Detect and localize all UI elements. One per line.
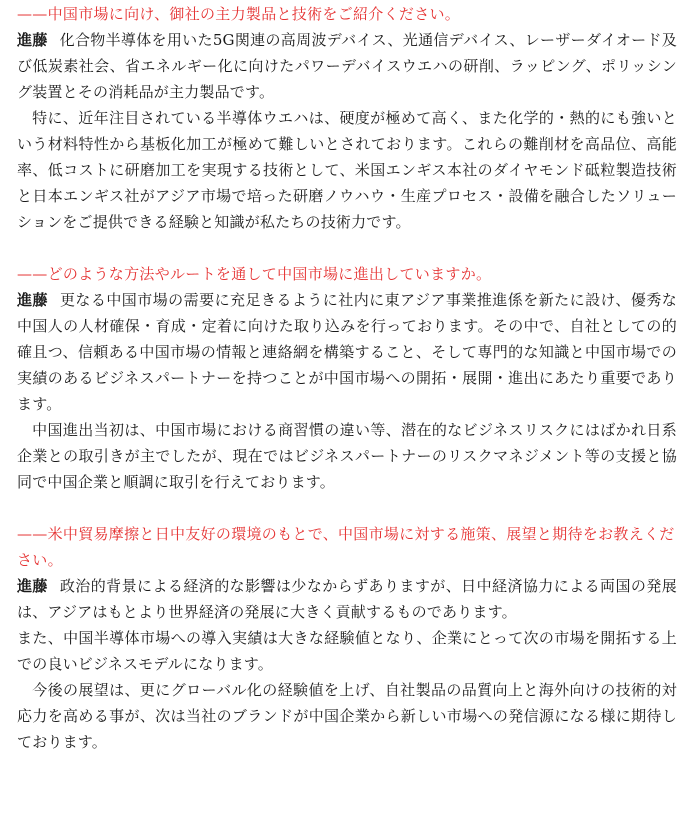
qa-section-1	[17, 0, 677, 235]
answer-text: 今後の展望は、更にグローバル化の経験値を上げ、自社製品の品質向上と海外向けの技術的対応力を高める事が、次は当社のブランドが中国企業から新しい市場への発信源になる様に期待しております。	[17, 681, 677, 751]
answer-3-paragraph-2	[17, 625, 677, 677]
section-spacer	[17, 495, 677, 521]
answer-text: 更なる中国市場の需要に充足きるように社内に東アジア事業推進係を新たに設け、優秀な中国人の人材確保・育成・定着に向けた取り込みを行っております。その中で、自社としての的確且つ、信頼ある中国市場の情報と連絡網を構築すること、そして専門的な知識と中国市場での実績のあるビジネスパートナーを持つことが中国市場への開拓・展開・進出にあたり重要であります。	[17, 291, 677, 413]
answer-text: また、中国半導体市場への導入実績は大きな経験値となり、企業にとって次の市場を開拓する上での良いビジネスモデルになります。	[17, 629, 677, 673]
answer-text: 中国進出当初は、中国市場における商習慣の違い等、潜在的なビジネスリスクにはばかれ日系企業との取引きが主でしたが、現在ではビジネスパートナーのリスクマネジメント等の支援と協同で中国企業と順調に取引を行えております。	[17, 421, 677, 491]
question-2: ——どのような方法やルートを通して中国市場に進出していますか。	[17, 265, 492, 283]
speaker-name: 進藤	[17, 577, 48, 595]
answer-2-paragraph-2	[17, 417, 677, 495]
speaker-name: 進藤	[17, 31, 48, 49]
answer-1-paragraph-2	[17, 105, 677, 235]
answer-3-paragraph-3	[17, 677, 677, 755]
qa-section-2	[17, 261, 677, 495]
speaker-name: 進藤	[17, 291, 48, 309]
answer-text: 特に、近年注目されている半導体ウエハは、硬度が極めて高く、また化学的・熱的にも強いという材料特性から基板化加工が極めて難しいとされております。これらの難削材を高品位、高能率、低コストに研磨加工を実現する技術として、米国エンギス本社のダイヤモンド砥粒製造技術と日本エンギス社がアジア市場で培った研磨ノウハウ・生産プロセス・設備を融合したソリューションをご提供できる経験と知識が私たちの技術力です。	[17, 109, 677, 231]
answer-3-paragraph-1	[17, 573, 677, 625]
section-spacer	[17, 235, 677, 261]
qa-section-3	[17, 521, 677, 755]
question-1: ——中国市場に向け、御社の主力製品と技術をご紹介ください。	[17, 5, 461, 23]
answer-text: 化合物半導体を用いた5G関連の高周波デバイス、光通信デバイス、レーザーダイオード及び低炭素社会、省エネルギー化に向けたパワーデバイスウエハの研削、ラッピング、ポリッシング装置とその消耗品が主力製品です。	[17, 31, 677, 101]
answer-text: 政治的背景による経済的な影響は少なからずありますが、日中経済協力による両国の発展は、アジアはもとより世界経済の発展に大きく貢献するものであります。	[17, 577, 677, 621]
answer-2-paragraph-1	[17, 287, 677, 417]
question-3: ——米中貿易摩擦と日中友好の環境のもとで、中国市場に対する施策、展望と期待をお教えください。	[17, 525, 675, 569]
answer-1-paragraph-1	[17, 27, 677, 105]
